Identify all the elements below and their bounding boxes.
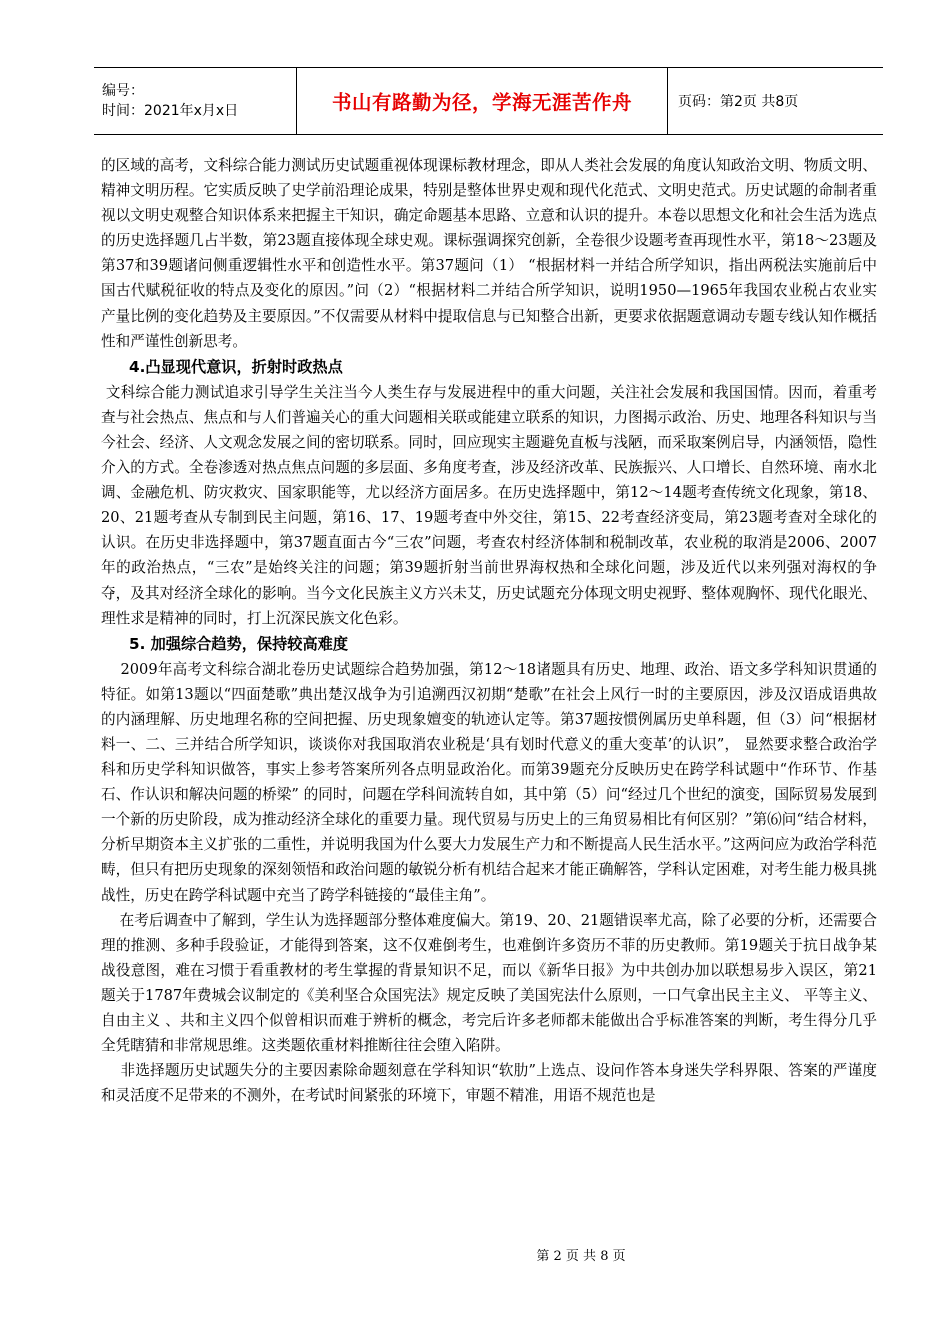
document-header [94, 67, 883, 135]
paragraph-1: 的区域的高考，文科综合能力测试历史试题重视体现课标教材理念，即从人类社会发展的角度认知政治文明、物质文明、精神文明历程。它实质反映了史学前沿理论成果，特别是整体世界史观和现代化范式、文明史范式。历史试题的命制者重视以文明史观整合知识体系来把握主干知识，确定命题基本思路、立意和认识的提升。本卷以思想文化和社会生活为选点的历史选择题几占半数，第23题直接体现全球史观。课标强调探究创新，全卷很少设题考查再现性水平，第18～23题及第37和39题诸问侧重逻辑性水平和创造性水平。第37题问（1） “根据材料一并结合所学知识，指出两税法实施前后中国古代赋税征收的特点及变化的原因。”问（2）“根据材料二并结合所学知识，说明1950—1965年我国农业税占农业实产量比例的变化趋势及主要原因。”不仅需要从材料中提取信息与已知整合出新，更要求依据题意调动专题专线认知作概括性和严谨性创新思考。 [101, 157, 877, 350]
paragraph-3: 2009年高考文科综合湖北卷历史试题综合趋势加强，第12～18诸题具有历史、地理、政治、语文多学科知识贯通的特征。如第13题以“四面楚歌”典出楚汉战争为引追溯西汉初期“楚歌”在社会上风行一时的主要原因，涉及汉语成语典故的内涵理解、历史地理名称的空间把握、历史现象嬗变的轨迹认定等。第37题按惯例属历史单科题，但（3）问“根据材料一、二、三并结合所学知识，谈谈你对我国取消农业税是‘具有划时代意义的重大变革’的认识”， 显然要求整合政治学科和历史学科知识做答，事实上参考答案所列各点明显政治化。而第39题充分反映历史在跨学科试题中“作环节、作基石、作认识和解决问题的桥梁” 的同时，问题在学科间流转自如，其中第（5）问“经过几个世纪的演变，国际贸易发展到一个新的历史阶段，成为推动经济全球化的重要力量。现代贸易与历史上的三角贸易相比有何区别？”第⑹问“结合材料，分析早期资本主义扩张的二重性，并说明我国为什么要大力发展生产力和不断提高人民生活水平。”这两问应为政治学科范畴，但只有把历史现象的深刻领悟和政治问题的敏锐分析有机结合起来才能正确解答，学科认定困难，对考生能力极具挑战性，历史在跨学科试题中充当了跨学科链接的“最佳主角”。 [101, 660, 877, 904]
paragraph-5: 非选择题历史试题失分的主要因素除命题刻意在学科知识“软肋”上选点、设问作答本身迷失学科界限、答案的严谨度和灵活度不足带来的不测外，在考试时间紧张的环境下，审题不精准，用语不规范也是 [101, 1062, 877, 1105]
number-label: 编号： [102, 83, 144, 99]
header-motto: 书山有路勤为径，学海无涯苦作舟 [296, 68, 668, 134]
paragraph-4: 在考后调查中了解到，学生认为选择题部分整体难度偏大。第19、20、21题错误率尤高，除了必要的分析，还需要合理的推测、多种手段验证，才能得到答案，这不仅难倒考生，也难倒许多资历不菲的历史教师。第19题关于抗日战争某战役意图，难在习惯于看重教材的考生掌握的背景知识不足，而以《新华日报》为中共创办加以联想易步入误区，第21题关于1787年费城会议制定的《美利坚合众国宪法》规定反映了美国宪法什么原则，一口气拿出民主主义、 平等主义、自由主义 、共和主义四个似曾相识而难于辨析的概念，考完后许多老师都未能做出合乎标准答案的判断，考生得分几乎全凭瞎猜和非常规思维。这类题依重材料推断往往会堕入陷阱。 [101, 911, 877, 1055]
header-page-label: 页码：第2页 共8页 [678, 94, 799, 110]
section-heading-5: 5. 加强综合趋势，保持较高难度 [129, 634, 349, 653]
document-body [101, 153, 877, 1108]
paragraph-2: 文科综合能力测试追求引导学生关注当今人类生存与发展进程中的重大问题，关注社会发展和我国国情。因而，着重考查与社会热点、焦点和与人们普遍关心的重大问题相关联或能建立联系的知识，力图揭示政治、历史、地理各科知识与当今社会、经济、人文观念发展之间的密切联系。同时，回应现实主题避免直板与浅陋，而采取案例启导，内涵领悟，隐性介入的方式。全卷渗透对热点焦点问题的多层面、多角度考查，涉及经济改革、民族振兴、人口增长、自然环境、南水北调、金融危机、防灾救灾、国家职能等，尤以经济方面居多。在历史选择题中，第12～14题考查传统文化现象，第18、20、21题考查从专制到民主问题，第16、17、19题考查中外交往，第15、22考查经济变局，第23题考查对全球化的认识。在历史非选择题中，第37题直面古今“三农”问题，考查农村经济体制和税制改革，农业税的取消是2006、2007年的政治热点，“三农”是始终关注的问题；第39题折射当前世界海权热和全球化问题，涉及近代以来列强对海权的争夺，及其对经济全球化的影响。当今文化民族主义方兴未艾，历史试题充分体现文明史视野、整体观胸怀、现代化眼光、理性求是精神的同时，打上沉深民族文化色彩。 [101, 383, 877, 627]
section-heading-4: 4.凸显现代意识，折射时政热点 [129, 357, 343, 376]
header-meta [94, 68, 296, 134]
page-footer: 第 2 页 共 8 页 [536, 1249, 626, 1264]
time-label: 时间：2021年x月x日 [102, 103, 239, 119]
